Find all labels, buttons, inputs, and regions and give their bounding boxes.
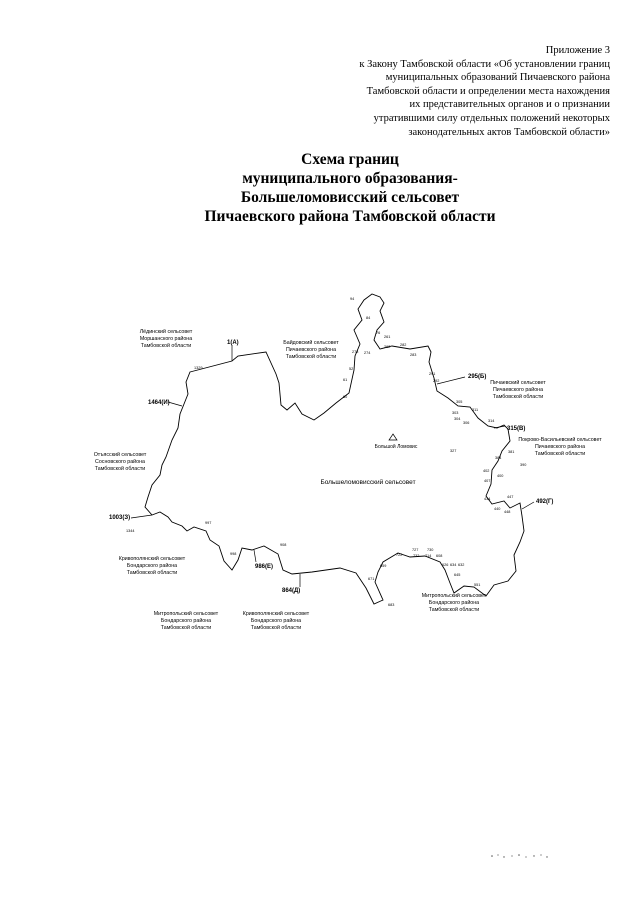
neighbor-line: Байдовский сельсовет <box>283 340 339 346</box>
appendix-line: Приложение 3 <box>545 45 610 56</box>
neighbor-line: Тамбовской области <box>140 343 192 349</box>
neighbor-lyadinsky <box>140 328 193 349</box>
neighbor-mitropolsky-bottom <box>154 610 219 631</box>
neighbor-line: Бондарского района <box>428 600 480 606</box>
scan-artifact-dots <box>490 852 550 860</box>
point-label: 261 <box>384 335 391 339</box>
marker-label: 1464(И) <box>148 400 170 406</box>
point-label: 645 <box>454 573 461 577</box>
point-label: 52 <box>349 367 354 371</box>
neighbor-krivopolyansky-bottom <box>243 610 310 631</box>
point-label: 384 <box>495 456 502 460</box>
neighbor-line: Сосновского района <box>95 459 145 465</box>
neighbor-otyassky <box>94 451 147 472</box>
neighbor-mitropolsky-right <box>422 592 487 613</box>
neighbor-pokrovo <box>518 436 602 457</box>
point-label: 551 <box>474 583 481 587</box>
point-label: 634 <box>450 563 457 567</box>
landmark-label: Большой Ломовис <box>374 444 418 450</box>
neighbor-pichaevsky <box>490 379 546 400</box>
point-label: 632 <box>458 563 465 567</box>
neighbor-line: Пичаевского района <box>492 387 544 393</box>
marker-label: 864(Д) <box>282 588 301 594</box>
neighbor-line: Тамбовской области <box>250 625 302 631</box>
landmark-glyph <box>389 434 397 440</box>
point-label: 262 <box>384 345 391 349</box>
title-line: Большеломовисский сельсовет <box>240 189 460 206</box>
neighbor-line: Тамбовской области <box>428 607 480 613</box>
point-label: 671 <box>368 577 375 581</box>
point-label: 381 <box>508 450 515 454</box>
point-label: 997 <box>205 521 212 525</box>
point-label: 390 <box>520 463 527 467</box>
leader-line <box>168 402 182 406</box>
neighbor-line: Кривополянский сельсовет <box>118 556 186 562</box>
leader-line <box>522 502 534 509</box>
neighbor-line: Тамбовской области <box>94 466 146 472</box>
neighbor-line: Тамбовской области <box>160 625 212 631</box>
appendix-line: муниципальных образований Пичаевского района <box>385 72 610 84</box>
point-label: 659 <box>380 564 387 568</box>
appendix-line: утратившими силу отдельных положений некоторых <box>373 112 610 124</box>
neighbor-line: Покрово-Васильевский сельсовет <box>518 437 602 443</box>
point-label: 274 <box>364 351 371 355</box>
point-label: 306 <box>463 421 470 425</box>
point-label: 626 <box>442 563 449 567</box>
point-label: 61 <box>343 378 348 382</box>
neighbor-line: Лёдинский сельсовет <box>139 329 193 335</box>
marker-label: 295(Б) <box>468 374 487 380</box>
point-label: 727 <box>412 548 419 552</box>
neighbor-line: Тамбовской области <box>492 394 544 400</box>
appendix-line: к Закону Тамбовской области «Об установлении границ <box>359 58 610 70</box>
neighbor-line: Пичаевского района <box>285 347 337 353</box>
point-label: 327 <box>450 449 457 453</box>
point-label: 291 <box>429 372 436 376</box>
point-label: 305 <box>456 400 463 404</box>
neighbor-line: Тамбовской области <box>126 570 178 576</box>
point-label: 311 <box>472 408 479 412</box>
marker-label: 986(Е) <box>255 564 274 570</box>
point-label: 278 <box>352 350 359 354</box>
point-label: 998 <box>230 552 237 556</box>
point-label: 908 <box>280 543 287 547</box>
point-label: 714 <box>425 554 432 558</box>
point-label: 282 <box>400 343 407 347</box>
marker-leaders <box>131 345 534 587</box>
point-label: 448 <box>504 510 511 514</box>
marker-label: 1003(З) <box>109 515 131 521</box>
neighbor-line: Митропольский сельсовет <box>421 593 487 599</box>
marker-label: 492(Г) <box>536 499 554 505</box>
neighbor-line: Бондарского района <box>250 618 302 624</box>
point-label: 434 <box>484 497 491 501</box>
leader-line <box>131 515 152 518</box>
neighbor-baydevsky <box>283 339 339 360</box>
neighbor-line: Пичаевского района <box>534 444 586 450</box>
title-line: Схема границ <box>301 151 399 168</box>
leader-line <box>254 550 256 562</box>
center-label: Большеломовисский сельсовет <box>320 479 416 486</box>
neighbor-line: Тамбовской области <box>285 354 337 360</box>
neighbor-line: Тамбовской области <box>534 451 586 457</box>
point-label: 1329 <box>194 366 203 370</box>
landmark-icon <box>389 434 397 440</box>
point-label: 84 <box>366 316 371 320</box>
neighbor-line: Митропольский сельсовет <box>153 611 219 617</box>
point-label: 732 <box>413 554 420 558</box>
neighbor-line: Бондарского района <box>126 563 178 569</box>
point-label: 722 <box>396 553 403 557</box>
point-label: 1344 <box>126 529 135 533</box>
appendix-line: Тамбовской области и определении места нахождения <box>366 85 610 97</box>
title-line: Пичаевского района Тамбовской области <box>204 208 496 225</box>
marker-label: 1(А) <box>227 340 239 346</box>
neighbor-line: Моршанского района <box>139 336 193 342</box>
neighbor-line: Бондарского района <box>160 618 212 624</box>
appendix-line: их представительных органов и о признании <box>409 99 610 111</box>
neighbor-krivopolyansky-left <box>119 555 186 576</box>
leader-line <box>437 377 465 384</box>
point-label: 303 <box>452 411 459 415</box>
point-label: 447 <box>507 495 514 499</box>
point-label: 304 <box>454 417 461 421</box>
neighbor-line: Отъясский сельсовет <box>93 452 147 458</box>
point-label: 94 <box>350 297 355 301</box>
marker-label: 315(В) <box>507 426 526 432</box>
point-label: 402 <box>483 469 490 473</box>
appendix-line: законодательных актов Тамбовской области» <box>408 126 610 138</box>
point-label: 314 <box>488 419 495 423</box>
point-label: 730 <box>427 548 434 552</box>
point-label: 683 <box>388 603 395 607</box>
leader-line <box>494 426 505 428</box>
point-label: 292 <box>433 379 440 383</box>
point-label: 400 <box>497 474 504 478</box>
title-line: муниципального образования- <box>242 170 458 187</box>
point-label: 76 <box>376 331 381 335</box>
point-label: 407 <box>484 479 491 483</box>
point-label: 440 <box>494 507 501 511</box>
point-label: 283 <box>410 353 417 357</box>
neighbor-line: Пичаевский сельсовет <box>490 380 546 386</box>
point-label: 60 <box>343 395 348 399</box>
neighbor-line: Кривополянский сельсовет <box>242 611 310 617</box>
point-label: 608 <box>436 554 443 558</box>
